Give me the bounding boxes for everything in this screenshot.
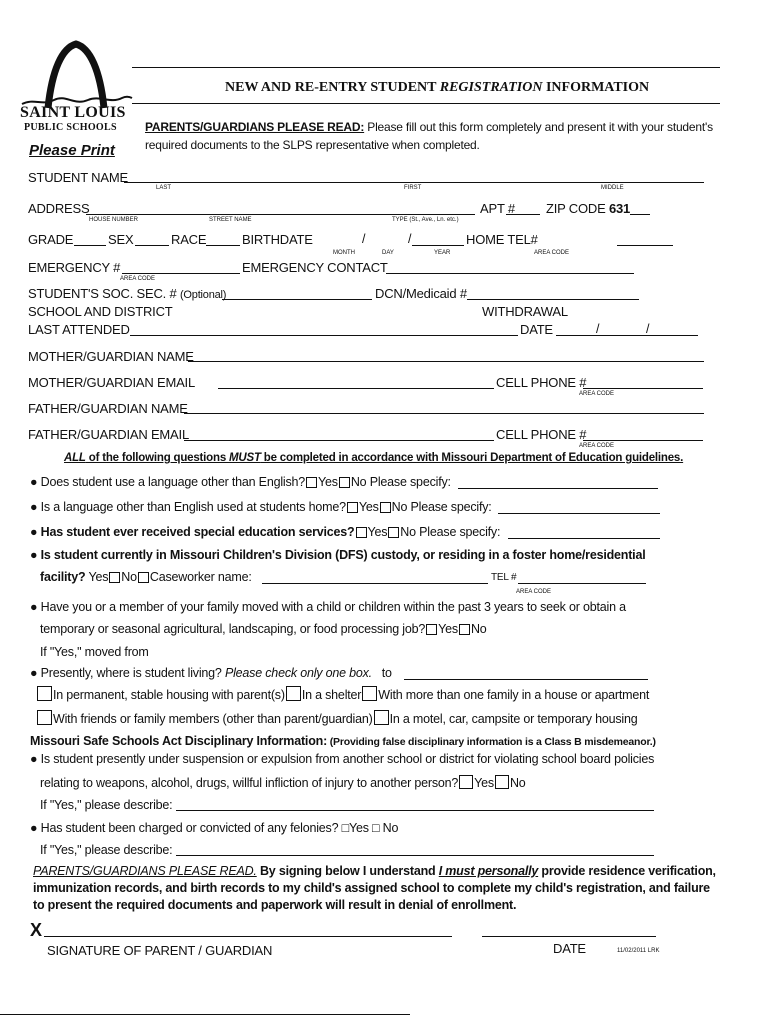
sub-house: HOUSE NUMBER — [89, 217, 139, 223]
sub-area-code-father: AREA CODE — [579, 443, 615, 449]
sub-street: STREET NAME — [209, 217, 252, 223]
logo — [18, 40, 136, 132]
q1-yes-checkbox[interactable] — [306, 477, 317, 488]
instructions: PARENTS/GUARDIANS PLEASE READ: Please fill out this form completely and present it with your student's — [145, 120, 713, 134]
q8-describe-label: If "Yes," please describe: — [40, 843, 173, 857]
sub-day: DAY — [382, 250, 394, 256]
ssn-field[interactable] — [222, 299, 372, 300]
final-line2: immunization records, and birth records to my child's assigned school to complete my child's registration, and failure — [33, 881, 710, 895]
q4-tel-field[interactable] — [518, 583, 646, 584]
q7-describe-field[interactable] — [176, 810, 654, 811]
opt4-checkbox[interactable] — [37, 710, 52, 725]
sub-type: TYPE (St., Ave., Ln. etc.) — [392, 217, 459, 223]
emergency-contact-field[interactable] — [386, 273, 634, 274]
student-name-field[interactable] — [124, 182, 704, 183]
q8: ● Has student been charged or convicted of any felonies? □Yes □ No — [30, 821, 399, 835]
father-name-field[interactable] — [184, 413, 704, 414]
q6-options-row1: In permanent, stable housing with parent(s) In a shelter With more than one family in a house or apartment — [36, 686, 649, 702]
apt-label: APT # — [480, 201, 515, 216]
q7: ● Is student presently under suspension or expulsion from another school or district for violating school board policies — [30, 752, 655, 766]
q5-no-checkbox[interactable] — [459, 624, 470, 635]
q7-yes-checkbox[interactable] — [459, 775, 473, 789]
date-slash1: / — [596, 322, 600, 336]
grade-field[interactable] — [74, 245, 106, 246]
title-bottom-rule — [132, 103, 720, 104]
emergency-contact-label: EMERGENCY CONTACT — [242, 260, 388, 275]
zip-label: ZIP CODE 631 — [546, 201, 631, 216]
q6: ● Presently, where is student living? Please check only one box. to — [30, 666, 392, 680]
signature-date-label: DATE — [553, 941, 586, 956]
sub-area-code-q4: AREA CODE — [516, 589, 552, 595]
sex-label: SEX — [108, 232, 134, 247]
q4-tel-label: TEL # — [491, 572, 517, 583]
q7-no-checkbox[interactable] — [495, 775, 509, 789]
q3-yes-checkbox[interactable] — [356, 527, 367, 538]
logo-line2: PUBLIC SCHOOLS — [24, 122, 117, 133]
sub-area-code-home: AREA CODE — [534, 250, 570, 256]
q7-line2: relating to weapons, alcohol, drugs, willful infliction of injury to another person? Yes No — [40, 776, 526, 790]
safe-schools-title: Missouri Safe Schools Act Disciplinary Information: (Providing false disciplinary information is a Class B misdemeanor.) — [30, 734, 656, 748]
race-field[interactable] — [206, 245, 240, 246]
sex-field[interactable] — [135, 245, 169, 246]
withdrawal-label: WITHDRAWAL — [482, 304, 568, 319]
q2-no-checkbox[interactable] — [380, 502, 391, 513]
date-slash2: / — [646, 322, 650, 336]
opt5-checkbox[interactable] — [374, 710, 389, 725]
opt3-checkbox[interactable] — [362, 686, 377, 701]
q3-specify-field[interactable] — [508, 538, 660, 539]
q2-yes-checkbox[interactable] — [347, 502, 358, 513]
grade-label: GRADE — [28, 232, 74, 247]
father-cell-label: CELL PHONE # — [496, 427, 587, 442]
caseworker-field[interactable] — [262, 583, 488, 584]
q4-line2: facility? Yes No Caseworker name: — [40, 570, 252, 584]
sub-year: YEAR — [434, 250, 451, 256]
q1-no-checkbox[interactable] — [339, 477, 350, 488]
student-name-label: STUDENT NAME — [28, 170, 128, 185]
questions-header: ALL of the following questions MUST be completed in accordance with Missouri Department of Education guidelines. — [64, 452, 684, 464]
school-district-label: SCHOOL AND DISTRICT — [28, 304, 173, 319]
sub-middle: MIDDLE — [601, 185, 624, 191]
address-field[interactable] — [86, 214, 475, 215]
q1: ● Does student use a language other than English? Yes No Please specify: — [30, 475, 451, 489]
instructions-line2: required documents to the SLPS representative when completed. — [145, 138, 480, 152]
birthdate-slash2: / — [408, 232, 412, 246]
q3: ● Has student ever received special education services? Yes No Please specify: — [30, 525, 501, 539]
last-attended-label: LAST ATTENDED — [28, 322, 130, 337]
apt-field[interactable] — [506, 214, 540, 215]
home-tel-label: HOME TEL# — [466, 232, 538, 247]
withdrawal-date-label: DATE — [520, 322, 553, 337]
withdrawal-date-field[interactable] — [556, 335, 698, 336]
mother-cell-field[interactable] — [583, 388, 703, 389]
mother-email-field[interactable] — [218, 388, 494, 389]
emergency-field[interactable] — [122, 273, 240, 274]
q4-yes-checkbox[interactable] — [109, 572, 120, 583]
sub-first: FIRST — [404, 185, 422, 191]
birthdate-field[interactable] — [412, 245, 464, 246]
ssn-label: STUDENT'S SOC. SEC. # (Optional) — [28, 286, 227, 301]
logo-line1: SAINT LOUIS — [20, 104, 126, 121]
dcn-label: DCN/Medicaid # — [375, 286, 467, 301]
q3-no-checkbox[interactable] — [388, 527, 399, 538]
emergency-label: EMERGENCY # — [28, 260, 121, 275]
q5: ● Have you or a member of your family moved with a child or children within the past 3 years to seek or obtain a — [30, 600, 626, 614]
q4-no-checkbox[interactable] — [138, 572, 149, 583]
father-email-label: FATHER/GUARDIAN EMAIL — [28, 427, 189, 442]
sub-last: LAST — [156, 185, 172, 191]
q8-describe-field[interactable] — [176, 855, 654, 856]
q4: ● Is student currently in Missouri Children's Division (DFS) custody, or residing in a foster home/residential — [30, 548, 646, 562]
race-label: RACE — [171, 232, 207, 247]
q5-yes-checkbox[interactable] — [426, 624, 437, 635]
title-top-rule — [132, 67, 720, 68]
mother-email-label: MOTHER/GUARDIAN EMAIL — [28, 375, 195, 390]
last-attended-field[interactable] — [130, 335, 518, 336]
q7-describe-label: If "Yes," please describe: — [40, 798, 173, 812]
date-field[interactable] — [482, 936, 656, 937]
father-name-label: FATHER/GUARDIAN NAME — [28, 401, 188, 416]
q5-line2: temporary or seasonal agricultural, landscaping, or food processing job? Yes No — [40, 622, 487, 636]
final-line3: to present the required documents and paperwork will result in denial of enrollment. — [33, 898, 517, 912]
q2: ● Is a language other than English used at students home? Yes No Please specify: — [30, 500, 492, 514]
footer-rule — [0, 1014, 410, 1015]
q5-moved-from: If "Yes," moved from — [40, 645, 149, 659]
final-statement: PARENTS/GUARDIANS PLEASE READ. By signing below I understand I must personally provide residence verification, — [33, 864, 716, 878]
mother-name-label: MOTHER/GUARDIAN NAME — [28, 349, 194, 364]
q2-specify-field[interactable] — [498, 513, 660, 514]
q6-to-field[interactable] — [404, 679, 648, 680]
q6-options-row2: With friends or family members (other than parent/guardian) In a motel, car, campsite or temporary housing — [36, 710, 637, 726]
sub-area-code-emergency: AREA CODE — [120, 276, 156, 282]
please-print: Please Print — [29, 142, 115, 159]
signature-x: X — [30, 920, 43, 940]
father-cell-field[interactable] — [583, 440, 703, 441]
form-code: 11/02/2011 LRK — [617, 948, 660, 954]
sub-month: MONTH — [333, 250, 355, 256]
zip-field[interactable] — [630, 214, 650, 215]
mother-name-field[interactable] — [188, 361, 704, 362]
home-tel-field[interactable] — [617, 245, 673, 246]
page-title: NEW AND RE-ENTRY STUDENT REGISTRATION INFORMATION — [225, 80, 650, 95]
birthdate-slash1: / — [362, 232, 366, 246]
sub-area-code-mother: AREA CODE — [579, 391, 615, 397]
opt1-checkbox[interactable] — [37, 686, 52, 701]
signature-field[interactable] — [44, 936, 452, 937]
dcn-field[interactable] — [467, 299, 639, 300]
signature-label: SIGNATURE OF PARENT / GUARDIAN — [47, 943, 273, 958]
father-email-field[interactable] — [184, 440, 494, 441]
mother-cell-label: CELL PHONE # — [496, 375, 587, 390]
birthdate-label: BIRTHDATE — [242, 232, 313, 247]
arch-icon — [18, 40, 136, 110]
q1-specify-field[interactable] — [458, 488, 658, 489]
opt2-checkbox[interactable] — [286, 686, 301, 701]
address-label: ADDRESS — [28, 201, 90, 216]
